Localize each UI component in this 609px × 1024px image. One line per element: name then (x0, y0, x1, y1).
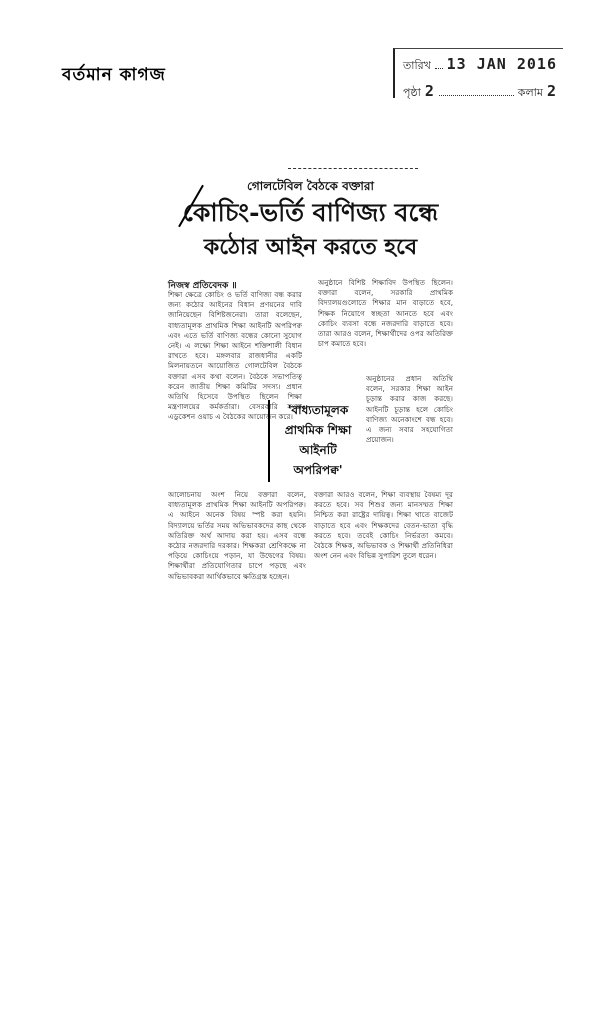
date-row (403, 55, 557, 76)
page-dots (439, 87, 514, 96)
news-clipping (168, 168, 453, 642)
article-column-right (318, 278, 453, 372)
article-kicker: গোলটেবিল বৈঠকে বক্তারা (247, 179, 374, 193)
pull-quote-line-3: আইনটি (299, 443, 337, 457)
headline-line-1: কোচিং-ভর্তি বাণিজ্য বন্ধে (182, 198, 439, 227)
column-right-lower-text: অনুষ্ঠানের প্রধান অতিথি বলেন, সরকার শিক্ষা আইন চূড়ান্ত করার কাজ করছে। আইনটি চূড়ান্ত হলে কোচিং বাণিজ্য অনেকাংশে বন্ধ হবে। এ জন্য সবার সহযোগিতা প্রয়োজন। (366, 374, 453, 445)
article-column-bottom-right (314, 490, 453, 640)
column-left-text: শিক্ষা ক্ষেত্রে কোচিং ও ভর্তি বাণিজ্য বন্ধ করার জন্য কঠোর আইনের বিধান প্রণয়নের দাবি জানিয়েছেন বিশিষ্টজনেরা। তারা বলেছেন, বাধ্যতামূলক প্রাথমিক শিক্ষা আইনটি অপরিপক্ব এবং এতে ভর্তি বাণিজ্য বন্ধের কোনো সুযোগ নেই। এ লক্ষ্যে শিক্ষা আইনে শক্তিশালী বিধান রাখতে হবে। মঙ্গলবার রাজধানীর একটি মিলনায়তনে আয়োজিত গোলটেবিল বৈঠকে বক্তারা এসব কথা বলেন। বৈঠকে সভাপতিত্ব করেন জাতীয় শিক্ষা কমিটির সদস্য। প্রধান অতিথি হিসেবে উপস্থিত ছিলেন শিক্ষা মন্ত্রণালয়ের কর্মকর্তারা। বেসরকারি সংস্থা এডুকেশন ওয়াচ এ বৈঠকের আয়োজন করে। (168, 290, 302, 422)
date-value: 13 JAN 2016 (446, 55, 557, 73)
page-label: পৃষ্ঠা (403, 86, 421, 99)
column-right-text: অনুষ্ঠানে বিশিষ্ট শিক্ষাবিদ উপস্থিত ছিলেন। বক্তারা বলেন, সরকারি প্রাথমিক বিদ্যালয়গুলোতে শিক্ষার মান বাড়াতে হবে, শিক্ষক নিয়োগে স্বচ্ছতা আনতে হবে এবং কোচিং ব্যবসা বন্ধে নজরদারি বাড়াতে হবে। তারা আরও বলেন, শিক্ষার্থীদের ওপর অতিরিক্ত চাপ কমাতে হবে। (318, 278, 453, 349)
newspaper-name: বর্তমান কাগজ (62, 65, 166, 85)
page-value: 2 (424, 82, 435, 100)
article-column-right-lower (366, 374, 453, 486)
pull-quote (268, 400, 366, 482)
pull-quote-line-2: প্রাথমিক শিক্ষা (284, 423, 352, 437)
clip-top-rule (288, 168, 418, 169)
article-column-bottom-left (168, 490, 306, 640)
column-label: কলাম (517, 86, 543, 99)
date-label: তারিখ (403, 59, 431, 72)
date-stamp (393, 48, 563, 98)
date-dots (435, 60, 443, 69)
headline-line-2: কঠোর আইন করতে হবে (203, 234, 418, 260)
column-bottom-right-text: বক্তারা আরও বলেন, শিক্ষা ব্যবস্থায় বৈষম্য দূর করতে হবে। সব শিশুর জন্য মানসম্মত শিক্ষা নিশ্চিত করা রাষ্ট্রের দায়িত্ব। শিক্ষা খাতে বাজেট বাড়াতে হবে এবং শিক্ষকদের বেতন-ভাতা বৃদ্ধি করতে হবে। তবেই কোচিং নির্ভরতা কমবে। বৈঠকে শিক্ষক, অভিভাবক ও শিক্ষার্থী প্রতিনিধিরা অংশ নেন এবং বিভিন্ন সুপারিশ তুলে ধরেন। (314, 490, 453, 561)
pull-quote-line-4: অপরিপক্ব' (293, 463, 343, 477)
column-bottom-left-text: আলোচনায় অংশ নিয়ে বক্তারা বলেন, বাধ্যতামূলক প্রাথমিক শিক্ষা আইনটি অপরিপক্ব। এ আইনে অনেক বিষয় স্পষ্ট করা হয়নি। বিদ্যালয়ে ভর্তির সময় অভিভাবকদের কাছ থেকে অতিরিক্ত অর্থ আদায় করা হয়। এসব বন্ধে কঠোর নজরদারি দরকার। শিক্ষকরা শ্রেণিকক্ষে না পড়িয়ে কোচিংয়ে পড়ান, যা উদ্বেগের বিষয়। শিক্ষার্থীরা প্রতিযোগিতার চাপে পড়ছে এবং অভিভাবকরা আর্থিকভাবে ক্ষতিগ্রস্ত হচ্ছেন। (168, 490, 306, 581)
pull-quote-line-1: 'বাধ্যতামূলক (287, 403, 349, 417)
column-value: 2 (546, 82, 557, 100)
page-column-row (403, 82, 557, 103)
byline: নিজস্ব প্রতিবেদক ॥ (168, 281, 237, 291)
